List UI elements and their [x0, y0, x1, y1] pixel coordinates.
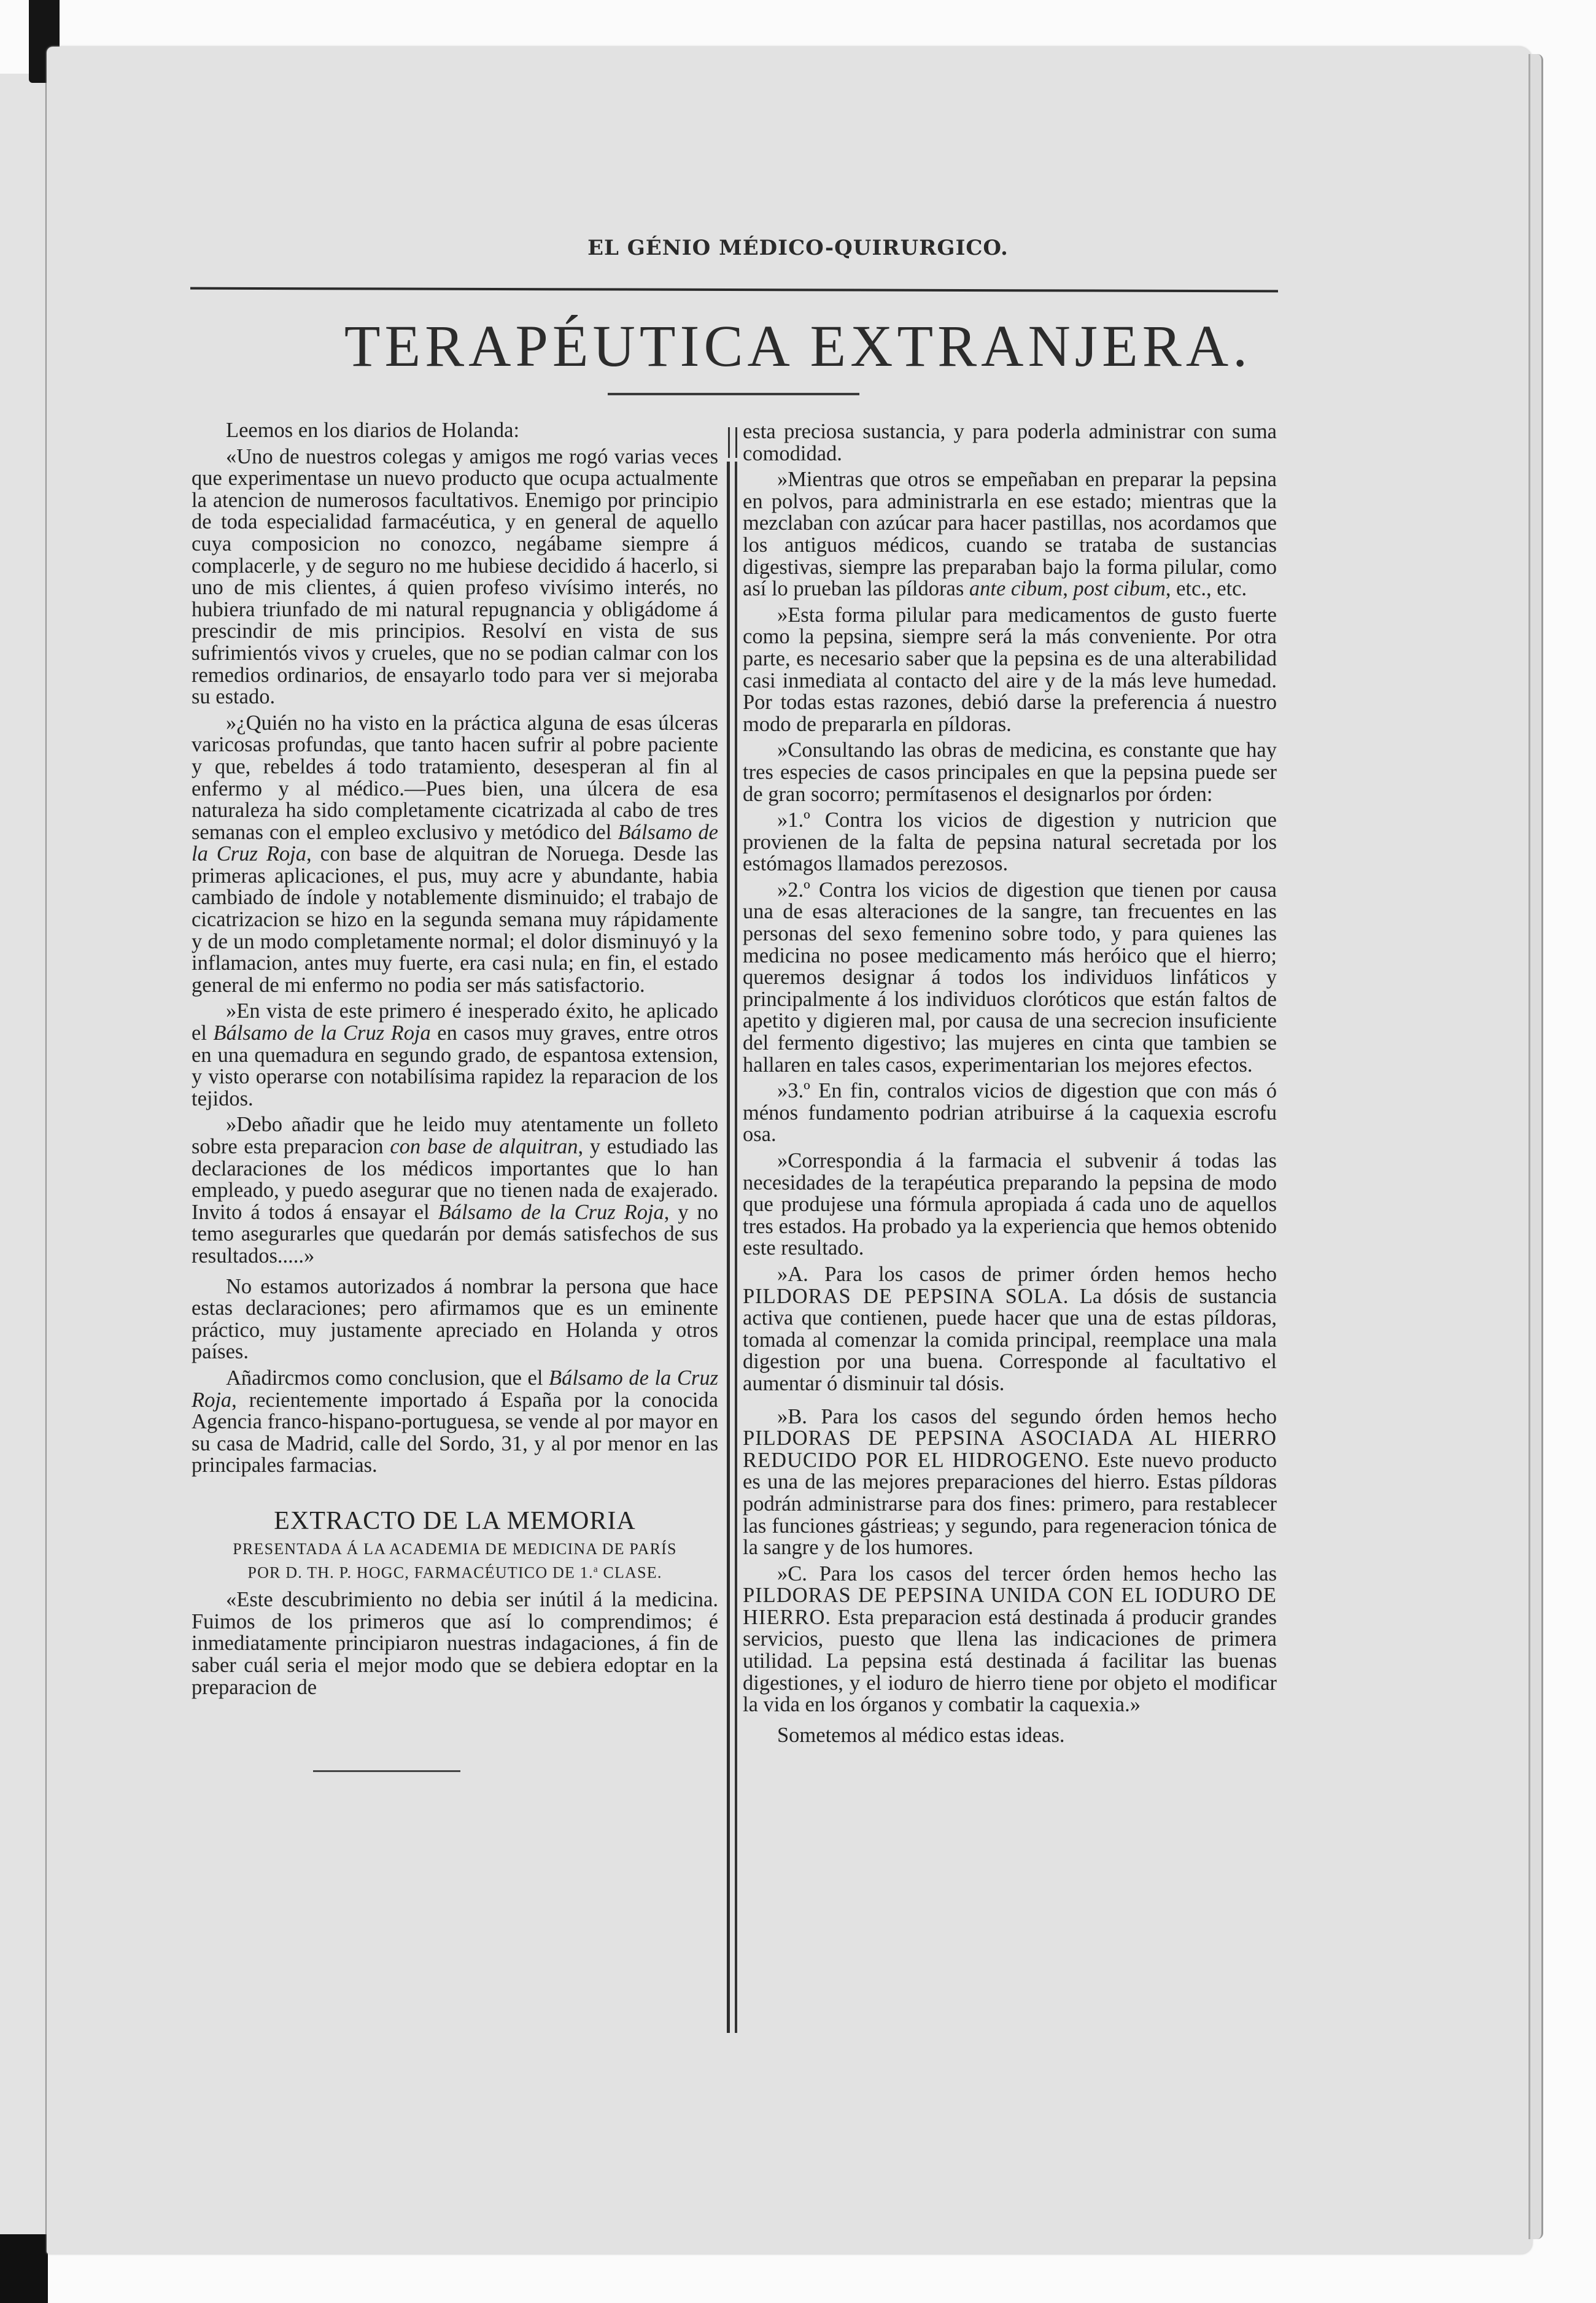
- list-item: »A. Para los casos de primer órden hemos hecho PILDORAS DE PEPSINA SOLA. La dósis de sustancia activa que contienen, puede hacer que una de estas píldoras, tomada al comenzar la comida principal, reemplace una mala digestion por una buena. Corresponde al facultativo el aumentar ó disminuir tal dósis.: [743, 1262, 1277, 1395]
- page-stack-edge: [1528, 54, 1543, 2239]
- paragraph: »Mientras que otros se empeñaban en preparar la pepsina en polvos, para administrarla en ese estado; mientras que la mezclaban con azúcar para hacer pastillas, nos acordamos que los antiguos médicos, cuando se trataba de sustancias digestivas, siempre las preparaban bajo la forma pilular, como así lo prueban las píldoras ante cibum, post cibum, etc., etc.: [743, 468, 1277, 601]
- paragraph: Añadircmos como conclusion, que el Bálsamo de la Cruz Roja, recientemente importado á España por la conocida Agencia franco-hispano-portuguesa, se vende al por mayor en su casa de Madrid, calle del Sordo, 31, y al por menor en las principales farmacias.: [192, 1366, 719, 1477]
- paragraph: »Consultando las obras de medicina, es constante que hay tres especies de casos principales en que la pepsina puede ser de gran socorro; permítasenos el designarlos por órden:: [743, 738, 1277, 806]
- list-item: »3.º En fin, contralos vicios de digestion que con más ó ménos fundamento podrian atribuirse á la caquexia escrofu osa.: [743, 1079, 1277, 1147]
- right-column: [743, 421, 1277, 1751]
- paragraph: esta preciosa sustancia, y para poderla administrar con suma comodidad.: [743, 420, 1277, 465]
- list-item: »1.º Contra los vicios de digestion y nutricion que provienen de la falta de pepsina natural secretada por los estómagos llamados perezosos.: [743, 808, 1277, 876]
- paragraph: »Esta forma pilular para medicamentos de gusto fuerte como la pepsina, siempre será la más conveniente. Por otra parte, es necesario saber que la pepsina es de una alterabilidad casi inmediata al contacto del aire y de la más leve humedad. Por todas estas razones, debió darse la preferencia á nuestro modo de prepararla en píldoras.: [743, 603, 1277, 736]
- list-item: »2.º Contra los vicios de digestion que tienen por causa una de esas alteraciones de la sangre, tan frecuentes en las personas del sexo femenino sobre todo, y para quienes las medicina no posee medicamento más heróico que el hierro; queremos designar á todos los individuos linfáticos y principalmente á los individuos cloróticos que están faltos de apetito y digieren mal, por causa de una secrecion insuficiente del fermento digestivo; las mujeres en cinta que tambien se hallaren en tales casos, experimentarian los mejores efectos.: [743, 878, 1277, 1077]
- italic-phrase: Bálsamo de la Cruz Roja: [213, 1021, 431, 1045]
- title-rule: [608, 393, 859, 395]
- article-title: TERAPÉUTICA EXTRANJERA.: [344, 313, 1252, 379]
- paragraph: »¿Quién no ha visto en la práctica alguna de esas úlceras varicosas profundas, que tanto hacen sufrir al pobre paciente y que, rebeldes á todo tratamiento, desesperan al fin al enfermo y al médico.—Pues bien, una úlcera de esa naturaleza ha sido completamente cicatrizada al cabo de tres semanas con el empleo exclusivo y metódico del Bálsamo de la Cruz Roja, con base de alquitran de Noruega. Desde las primeras aplicaciones, el pus, muy acre y abundante, habia cambiado de índole y notablemente disminuido; el trabajo de cicatrizacion se hizo en la segunda semana muy rápidamente y de un modo completamente normal; el dolor disminuyó y la inflamacion, antes muy fuerte, era casi nula; en fin, el estado general de mi enfermo no podia ser más satisfactorio.: [192, 711, 718, 997]
- product-name: PILDORAS DE PEPSINA ASOCIADA AL HIERRO REDUCIDO POR EL HIDROGENO: [743, 1426, 1277, 1472]
- paragraph: Leemos en los diarios de Holanda:: [226, 419, 520, 442]
- column-divider-top-left: [728, 427, 730, 458]
- section-subtitle: PRESENTADA Á LA ACADEMIA DE MEDICINA DE PARÍS: [233, 1539, 677, 1558]
- running-header: EL GÉNIO MÉDICO-QUIRURGICO.: [587, 236, 1009, 260]
- list-item: »C. Para los casos del tercer órden hemos hecho las PILDORAS DE PEPSINA UNIDA CON EL IODURO DE HIERRO. Esta preparacion está destinada á producir grandes servicios, puesto que llena las indicaciones de primera utilidad. La pepsina está destinada á facilitar las buenas digestiones, y el ioduro de hierro tiene por objeto el modificar la vida en los órganos y combatir la caquexia.»: [743, 1562, 1277, 1717]
- paragraph: No estamos autorizados á nombrar la persona que hace estas declaraciones; pero afirmamos que es un eminente práctico, muy justamente apreciado en Holanda y otros países.: [192, 1274, 718, 1364]
- list-item: »B. Para los casos del segundo órden hemos hecho PILDORAS DE PEPSINA ASOCIADA AL HIERRO REDUCIDO POR EL HIDROGENO. Este nuevo producto es una de las mejores preparaciones del hierro. Estas píldoras podrán administrarse para dos fines: primero, para restablecer las funciones gástrieas; y segundo, para regeneracion tónica de la sangre y de los humores.: [743, 1404, 1277, 1560]
- closing-line: Sometemos al médico estas ideas.: [777, 1723, 1065, 1747]
- left-column: [192, 420, 718, 1703]
- column-divider-left-line: [727, 462, 730, 2033]
- column-divider-top-right: [735, 427, 737, 458]
- italic-phrase: Bálsamo de la Cruz Roja: [192, 1366, 719, 1412]
- italic-phrase: post cibum: [1073, 577, 1166, 601]
- product-name: PILDORAS DE PEPSINA UNIDA CON EL IODURO DE HIERRO: [743, 1584, 1277, 1629]
- paragraph: »Correspondia á la farmacia el subvenir á todas las necesidades de la terapéutica preparando la pepsina de modo que produjese una fórmula apropiada á cada uno de aquellos tres estados. Ha probado ya la experiencia que hemos obtenido este resultado.: [743, 1149, 1277, 1260]
- italic-phrase: ante cibum: [969, 577, 1063, 601]
- product-name: PILDORAS DE PEPSINA SOLA: [743, 1284, 1063, 1308]
- italic-phrase: con base de alquitran: [390, 1135, 578, 1158]
- section-byline: POR D. TH. P. HOGC, FARMACÉUTICO DE 1.$^a$ CLASE.: [247, 1563, 662, 1582]
- column-divider-right-line: [735, 462, 737, 2033]
- section-rule: [313, 1770, 460, 1772]
- paragraph: «Este descubrimiento no debia ser inútil á la medicina. Fuimos de los primeros que así lo comprendimos; é inmediatamente principiaron nuestras indagaciones, á fin de saber cuál seria el mejor modo que se debiera edoptar en la preparacion de: [192, 1588, 718, 1699]
- italic-phrase: Bálsamo de la Cruz Roja: [438, 1200, 664, 1224]
- paragraph: «Uno de nuestros colegas y amigos me rogó varias veces que experimentase un nuevo producto que ocupa actualmente la atencion de numerosos facultativos. Enemigo por principio de toda especialidad farmacéutica, y en general de aquello cuya composicion no conozco, negábame siempre á complacerle, y de seguro no me hubiese decidido á hacerlo, si uno de mis clientes, á quien profeso vivísimo interés, no hubiera triunfado de mi natural repugnancia y obligádome á prescindir de mis principios. Resolví en vista de sus sufrimientós vivos y crueles, que no se podian calmar con los remedios ordinarios, de ensayarlo todo para ver si mejoraba su estado.: [192, 444, 718, 709]
- book-binding-bottom: [0, 2234, 48, 2303]
- paragraph: »En vista de este primero é inesperado éxito, he aplicado el Bálsamo de la Cruz Roja en casos muy graves, entre otros en una quemadura en segundo grado, de espantosa extension, y visto operarse con notabilísima rapidez la reparacion de los tejidos.: [192, 999, 719, 1110]
- spacer: [192, 1481, 718, 1511]
- previous-page-edge: [0, 74, 47, 2240]
- italic-phrase: Bálsamo de la Cruz Roja: [192, 820, 718, 866]
- paragraph: »Debo añadir que he leido muy atentamente un folleto sobre esta preparacion con base de alquitran, y estudiado las declaraciones de los médicos importantes que lo han empleado, y puedo asegurar que no tienen nada de exajerado. Invito á todos á ensayar el Bálsamo de la Cruz Roja, y no temo asegurarles que quedarán por demás satisfechos de sus resultados.....»: [192, 1113, 719, 1268]
- section-title: EXTRACTO DE LA MEMORIA: [274, 1506, 636, 1535]
